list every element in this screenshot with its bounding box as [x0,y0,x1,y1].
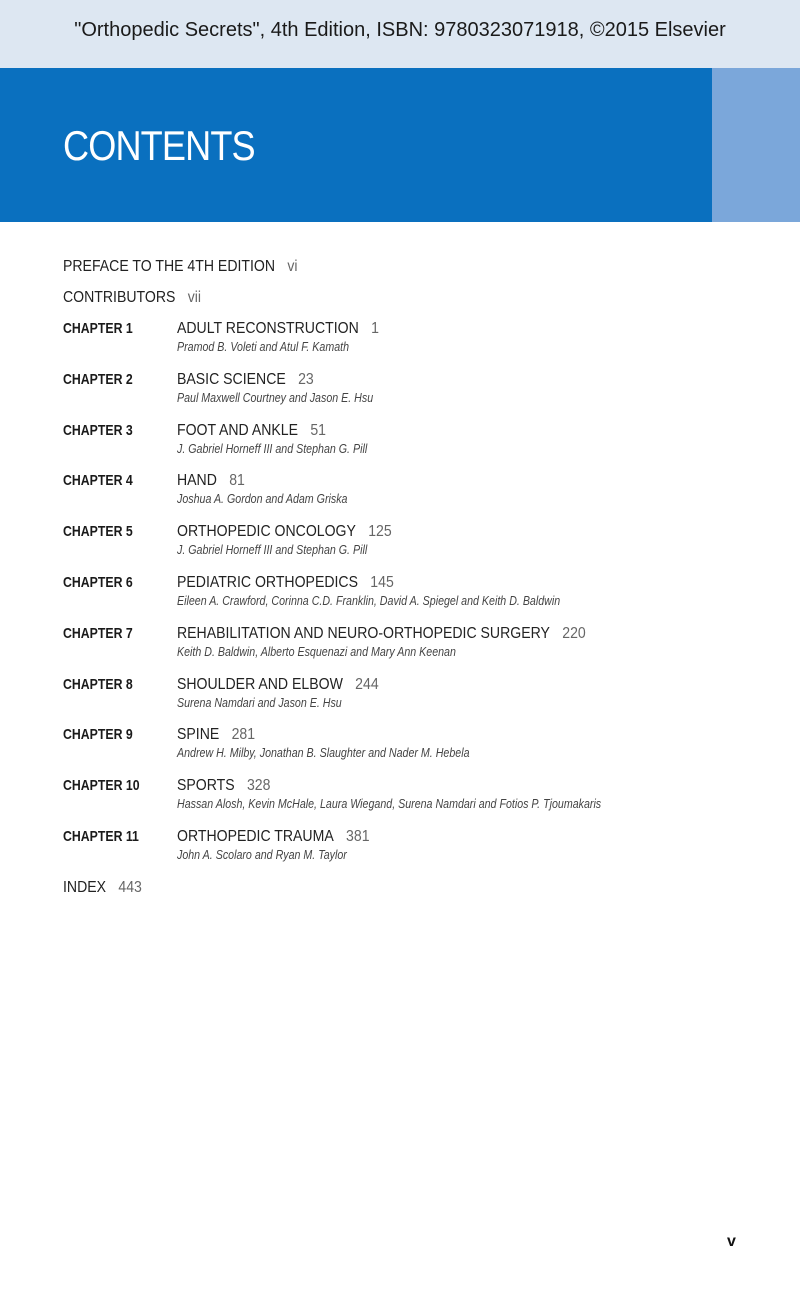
page-title: CONTENTS [63,122,255,169]
table-of-contents [63,255,763,907]
chapter-title-line [177,520,421,544]
chapter-page: 381 [346,827,370,845]
chapter-page: 1 [371,320,379,337]
chapter-authors: Eileen A. Crawford, Corinna C.D. Franklin, David A. Spiegel and Keith D. Baldwin [177,592,561,608]
chapter-authors: John A. Scolaro and Ryan M. Taylor [177,846,347,862]
toc-chapter-entry[interactable] [63,774,763,825]
chapter-page: 328 [246,777,271,795]
chapter-authors: Paul Maxwell Courtney and Jason E. Hsu [177,389,374,405]
toc-chapter-entry[interactable] [63,622,763,673]
toc-chapter-entry[interactable] [63,469,763,520]
chapter-number: CHAPTER 3 [63,421,133,439]
chapter-number: CHAPTER 6 [63,573,133,591]
chapter-page: 81 [229,472,245,490]
chapter-number: CHAPTER 8 [63,675,133,693]
chapter-title-line [177,571,423,595]
chapter-page: 145 [370,573,394,591]
chapter-number: CHAPTER 1 [63,320,133,337]
chapter-title: ADULT RECONSTRUCTION [177,320,359,337]
chapter-title: BASIC SCIENCE [177,370,286,388]
chapter-title-line [177,317,406,341]
chapter-title: ORTHOPEDIC ONCOLOGY [177,523,356,541]
chapter-number: CHAPTER 10 [63,777,140,795]
chapter-title: SHOULDER AND ELBOW [177,675,343,693]
chapter-title-line [177,368,332,392]
entry-page: vii [187,289,202,306]
chapter-title: REHABILITATION AND NEURO-ORTHOPEDIC SURGERY [177,624,550,642]
chapter-title: PEDIATRIC ORTHOPEDICS [177,573,358,591]
chapter-title-line [177,825,396,849]
entry-label: INDEX [63,878,107,896]
chapter-authors: Keith D. Baldwin, Alberto Esquenazi and Mary Ann Keenan [177,643,456,659]
citation-text: "Orthopedic Secrets", 4th Edition, ISBN: 9780323071918, ©2015 Elsevier [74,19,726,41]
chapter-number: CHAPTER 4 [63,472,133,490]
chapter-page: 23 [298,370,314,388]
toc-entry-preface[interactable] [63,255,763,286]
chapter-title-line [177,419,346,443]
chapter-title-line [177,723,266,747]
chapter-authors: Surena Namdari and Jason E. Hsu [177,694,342,710]
chapter-list [63,317,763,876]
chapter-authors: Hassan Alosh, Kevin McHale, Laura Wiegand, Surena Namdari and Fotios P. Tjoumakaris [177,796,602,812]
toc-chapter-entry[interactable] [63,419,763,470]
chapter-title-line [177,469,254,493]
toc-chapter-entry[interactable] [63,317,763,368]
entry-label: CONTRIBUTORS [63,289,176,306]
chapter-title-line [177,673,406,697]
toc-entry-contributors[interactable] [63,286,763,317]
chapter-number: CHAPTER 9 [63,726,133,744]
chapter-title-line [177,774,283,798]
chapter-title: HAND [177,472,217,490]
chapter-number: CHAPTER 11 [63,827,139,845]
chapter-page: 125 [368,523,392,541]
chapter-authors: J. Gabriel Horneff III and Stephan G. Pill [177,542,368,558]
chapter-page: 51 [310,421,327,439]
chapter-title: ORTHOPEDIC TRAUMA [177,827,334,845]
toc-chapter-entry[interactable] [63,673,763,724]
toc-chapter-entry[interactable] [63,571,763,622]
toc-chapter-entry[interactable] [63,520,763,571]
chapter-page: 244 [355,675,379,693]
chapter-title: SPINE [177,726,220,744]
banner-side-tab [712,68,800,222]
chapter-number: CHAPTER 7 [63,624,133,642]
entry-page: vi [287,258,298,275]
chapter-authors: Andrew H. Milby, Jonathan B. Slaughter and Nader M. Hebela [177,745,470,761]
chapter-authors: Pramod B. Voleti and Atul F. Kamath [177,339,350,354]
chapter-page: 281 [231,726,256,744]
toc-chapter-entry[interactable] [63,723,763,774]
chapter-authors: J. Gabriel Horneff III and Stephan G. Pill [177,440,368,456]
toc-chapter-entry[interactable] [63,825,763,876]
contents-banner [0,68,712,222]
chapter-page: 220 [562,624,586,642]
citation-bar [0,0,800,68]
page-number: v [727,1233,736,1250]
chapter-number: CHAPTER 2 [63,370,133,388]
chapter-title-line [177,622,641,646]
entry-label: PREFACE TO THE 4TH EDITION [63,258,276,275]
chapter-title: FOOT AND ANKLE [177,421,299,439]
chapter-authors: Joshua A. Gordon and Adam Griska [177,491,348,507]
toc-chapter-entry[interactable] [63,368,763,419]
entry-page: 443 [118,878,142,896]
chapter-number: CHAPTER 5 [63,523,133,541]
toc-entry-index[interactable] [63,876,763,907]
chapter-title: SPORTS [177,777,235,795]
